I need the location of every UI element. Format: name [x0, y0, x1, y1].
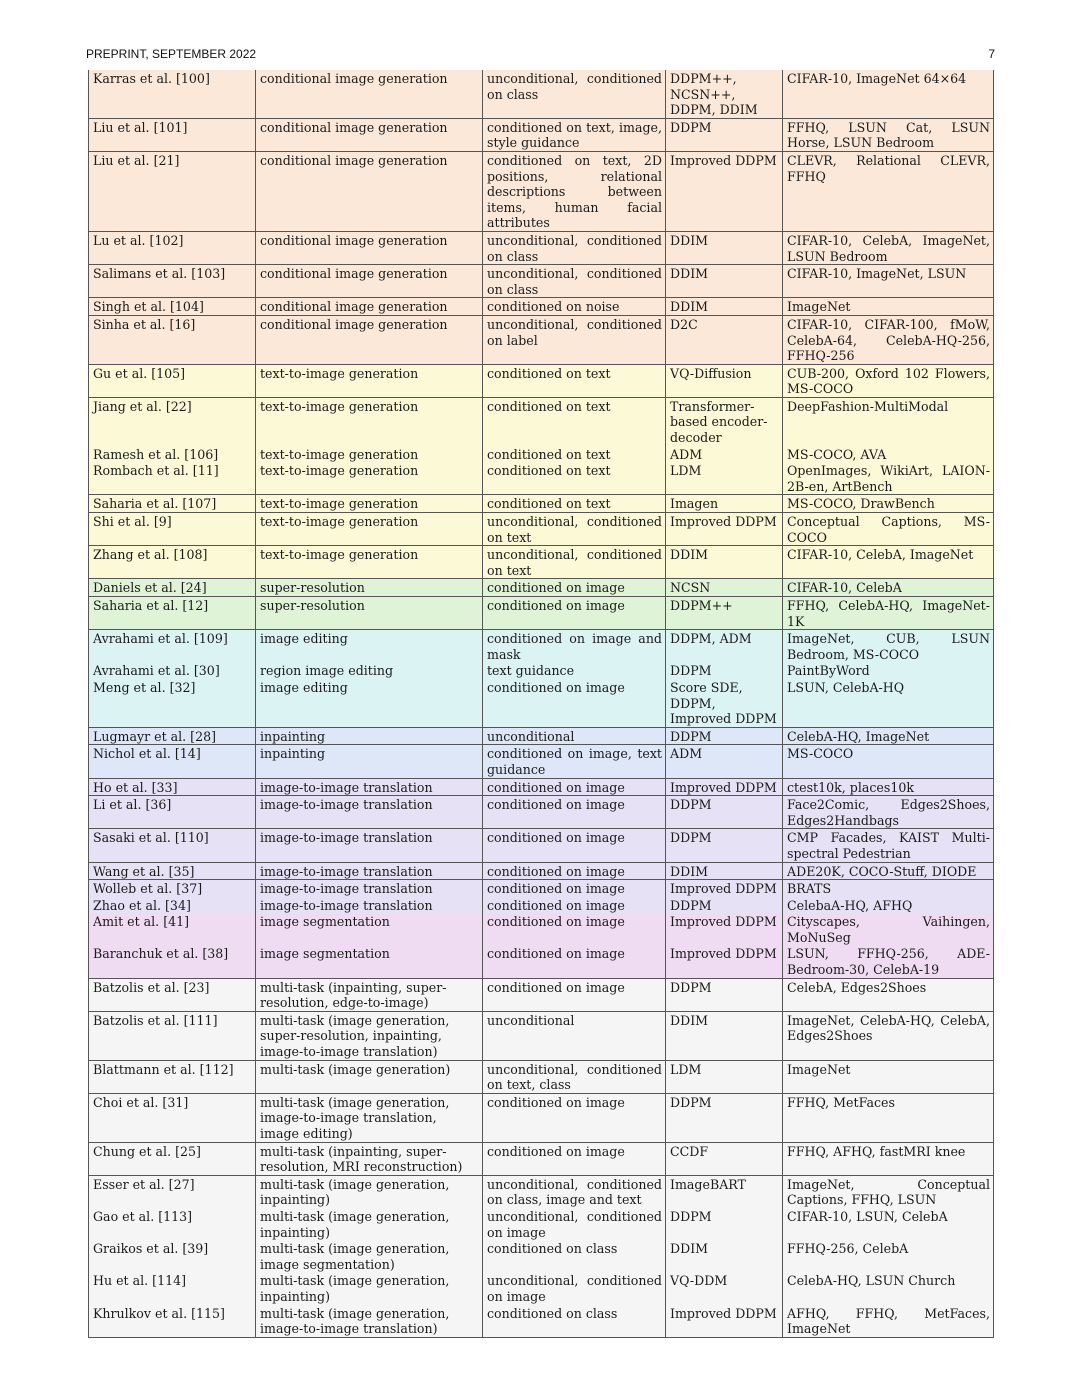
- task-cell: conditional image generation: [256, 298, 483, 316]
- model-cell: Imagen: [666, 495, 783, 513]
- model-cell: DDPM: [666, 978, 783, 1011]
- condition-cell: unconditional, conditioned on text, class: [483, 1060, 666, 1093]
- reference-cell: Zhang et al. [108]: [89, 546, 256, 579]
- datasets-cell: FFHQ-256, CelebA: [783, 1240, 994, 1272]
- model-cell: Improved DDPM: [666, 151, 783, 231]
- datasets-cell: PaintByWord: [783, 662, 994, 679]
- task-cell: multi-task (image generation, image-to-image translation): [256, 1305, 483, 1338]
- table-row: [89, 315, 994, 364]
- task-cell: text-to-image generation: [256, 495, 483, 513]
- condition-cell: unconditional, conditioned on label: [483, 315, 666, 364]
- table-row: [89, 397, 994, 445]
- datasets-cell: CIFAR-10, CelebA: [783, 579, 994, 597]
- reference-cell: Nichol et al. [14]: [89, 745, 256, 778]
- table-row: [89, 546, 994, 579]
- reference-cell: Esser et al. [27]: [89, 1175, 256, 1208]
- datasets-cell: CIFAR-10, CelebA, ImageNet, LSUN Bedroom: [783, 231, 994, 264]
- model-cell: DDIM: [666, 298, 783, 316]
- model-cell: D2C: [666, 315, 783, 364]
- reference-cell: Sasaki et al. [110]: [89, 829, 256, 862]
- table-row: [89, 778, 994, 796]
- reference-cell: Jiang et al. [22]: [89, 397, 256, 445]
- model-cell: DDPM: [666, 1208, 783, 1240]
- model-cell: DDPM: [666, 796, 783, 829]
- datasets-cell: CelebA-HQ, LSUN Church: [783, 1272, 994, 1304]
- task-cell: multi-task (image generation, image segmentation): [256, 1240, 483, 1272]
- table-row: [89, 978, 994, 1011]
- reference-cell: Zhao et al. [34]: [89, 897, 256, 914]
- datasets-cell: CIFAR-10, CIFAR-100, fMoW, CelebA-64, CelebA-HQ-256, FFHQ-256: [783, 315, 994, 364]
- reference-cell: Wolleb et al. [37]: [89, 880, 256, 897]
- table-row: [89, 796, 994, 829]
- reference-cell: Batzolis et al. [23]: [89, 978, 256, 1011]
- table-row: [89, 298, 994, 316]
- task-cell: conditional image generation: [256, 118, 483, 151]
- condition-cell: conditioned on image: [483, 579, 666, 597]
- table-row: [89, 945, 994, 978]
- reference-cell: Gao et al. [113]: [89, 1208, 256, 1240]
- task-cell: conditional image generation: [256, 151, 483, 231]
- condition-cell: conditioned on text: [483, 495, 666, 513]
- reference-cell: Baranchuk et al. [38]: [89, 945, 256, 978]
- condition-cell: conditioned on image: [483, 796, 666, 829]
- task-cell: image segmentation: [256, 945, 483, 978]
- datasets-cell: DeepFashion-MultiModal: [783, 397, 994, 445]
- datasets-cell: CLEVR, Relational CLEVR, FFHQ: [783, 151, 994, 231]
- datasets-cell: CUB-200, Oxford 102 Flowers, MS-COCO: [783, 364, 994, 397]
- model-cell: DDPM++, NCSN++, DDPM, DDIM: [666, 70, 783, 118]
- condition-cell: conditioned on image: [483, 862, 666, 880]
- condition-cell: conditioned on image: [483, 945, 666, 978]
- table-row: [89, 597, 994, 630]
- condition-cell: conditioned on class: [483, 1240, 666, 1272]
- model-cell: VQ-DDM: [666, 1272, 783, 1304]
- datasets-cell: CIFAR-10, LSUN, CelebA: [783, 1208, 994, 1240]
- condition-cell: conditioned on image: [483, 1142, 666, 1175]
- datasets-cell: Face2Comic, Edges2Shoes, Edges2Handbags: [783, 796, 994, 829]
- reference-cell: Wang et al. [35]: [89, 862, 256, 880]
- datasets-cell: CIFAR-10, ImageNet, LSUN: [783, 265, 994, 298]
- running-title: PREPRINT, SEPTEMBER 2022: [86, 47, 257, 61]
- datasets-cell: ImageNet, CelebA-HQ, CelebA, Edges2Shoes: [783, 1011, 994, 1060]
- task-cell: conditional image generation: [256, 265, 483, 298]
- datasets-cell: Conceptual Captions, MS-COCO: [783, 513, 994, 546]
- table-row: [89, 1093, 994, 1142]
- reference-cell: Lu et al. [102]: [89, 231, 256, 264]
- table-row: [89, 1011, 994, 1060]
- datasets-cell: CIFAR-10, CelebA, ImageNet: [783, 546, 994, 579]
- model-cell: LDM: [666, 462, 783, 495]
- datasets-cell: ImageNet: [783, 298, 994, 316]
- condition-cell: conditioned on image, text guidance: [483, 745, 666, 778]
- model-cell: DDIM: [666, 546, 783, 579]
- reference-cell: Lugmayr et al. [28]: [89, 727, 256, 745]
- reference-cell: Daniels et al. [24]: [89, 579, 256, 597]
- task-cell: region image editing: [256, 662, 483, 679]
- model-cell: Improved DDPM: [666, 513, 783, 546]
- model-cell: NCSN: [666, 579, 783, 597]
- task-cell: image-to-image translation: [256, 880, 483, 897]
- model-cell: Improved DDPM: [666, 880, 783, 897]
- condition-cell: conditioned on image: [483, 897, 666, 914]
- condition-cell: conditioned on text, image, style guidance: [483, 118, 666, 151]
- table-row: [89, 662, 994, 679]
- condition-cell: conditioned on noise: [483, 298, 666, 316]
- reference-cell: Khrulkov et al. [115]: [89, 1305, 256, 1338]
- condition-cell: unconditional, conditioned on class, image and text: [483, 1175, 666, 1208]
- datasets-cell: ctest10k, places10k: [783, 778, 994, 796]
- condition-cell: unconditional, conditioned on image: [483, 1208, 666, 1240]
- task-cell: multi-task (inpainting, super-resolution, edge-to-image): [256, 978, 483, 1011]
- task-cell: multi-task (image generation, inpainting): [256, 1272, 483, 1304]
- condition-cell: conditioned on text: [483, 364, 666, 397]
- condition-cell: conditioned on class: [483, 1305, 666, 1338]
- reference-cell: Gu et al. [105]: [89, 364, 256, 397]
- task-cell: super-resolution: [256, 597, 483, 630]
- table-row: [89, 897, 994, 914]
- condition-cell: conditioned on text: [483, 397, 666, 445]
- model-cell: DDPM: [666, 727, 783, 745]
- table-row: [89, 1272, 994, 1304]
- condition-cell: unconditional, conditioned on text: [483, 513, 666, 546]
- datasets-cell: Cityscapes, Vaihingen, MoNuSeg: [783, 913, 994, 945]
- model-cell: LDM: [666, 1060, 783, 1093]
- table-row: [89, 630, 994, 663]
- task-cell: multi-task (image generation, super-resolution, inpainting, image-to-image translation): [256, 1011, 483, 1060]
- datasets-cell: CelebaA-HQ, AFHQ: [783, 897, 994, 914]
- table-row: [89, 579, 994, 597]
- condition-cell: conditioned on text, 2D positions, relational descriptions between items, human facial attributes: [483, 151, 666, 231]
- task-cell: text-to-image generation: [256, 513, 483, 546]
- task-cell: image editing: [256, 630, 483, 663]
- datasets-cell: ImageNet, Conceptual Captions, FFHQ, LSUN: [783, 1175, 994, 1208]
- task-cell: image segmentation: [256, 913, 483, 945]
- methods-table: [88, 70, 994, 1338]
- condition-cell: text guidance: [483, 662, 666, 679]
- task-cell: image-to-image translation: [256, 897, 483, 914]
- reference-cell: Shi et al. [9]: [89, 513, 256, 546]
- model-cell: Score SDE, DDPM, Improved DDPM: [666, 679, 783, 727]
- model-cell: Improved DDPM: [666, 913, 783, 945]
- table-row: [89, 1240, 994, 1272]
- task-cell: multi-task (image generation, image-to-image translation, image editing): [256, 1093, 483, 1142]
- model-cell: DDPM, ADM: [666, 630, 783, 663]
- datasets-cell: FFHQ, CelebA-HQ, ImageNet-1K: [783, 597, 994, 630]
- table-row: [89, 70, 994, 118]
- datasets-cell: FFHQ, LSUN Cat, LSUN Horse, LSUN Bedroom: [783, 118, 994, 151]
- model-cell: DDIM: [666, 862, 783, 880]
- table-row: [89, 829, 994, 862]
- table-row: [89, 231, 994, 264]
- table-row: [89, 495, 994, 513]
- datasets-cell: CIFAR-10, ImageNet 64×64: [783, 70, 994, 118]
- table-row: [89, 265, 994, 298]
- reference-cell: Graikos et al. [39]: [89, 1240, 256, 1272]
- reference-cell: Rombach et al. [11]: [89, 462, 256, 495]
- model-cell: DDPM: [666, 1093, 783, 1142]
- task-cell: inpainting: [256, 727, 483, 745]
- reference-cell: Karras et al. [100]: [89, 70, 256, 118]
- condition-cell: conditioned on image: [483, 597, 666, 630]
- condition-cell: unconditional, conditioned on text: [483, 546, 666, 579]
- table-row: [89, 880, 994, 897]
- task-cell: conditional image generation: [256, 70, 483, 118]
- model-cell: DDPM: [666, 897, 783, 914]
- task-cell: super-resolution: [256, 579, 483, 597]
- model-cell: DDPM++: [666, 597, 783, 630]
- task-cell: text-to-image generation: [256, 546, 483, 579]
- condition-cell: unconditional, conditioned on class: [483, 265, 666, 298]
- task-cell: image-to-image translation: [256, 829, 483, 862]
- datasets-cell: FFHQ, MetFaces: [783, 1093, 994, 1142]
- table-row: [89, 1142, 994, 1175]
- condition-cell: conditioned on image: [483, 880, 666, 897]
- table-row: [89, 1175, 994, 1208]
- datasets-cell: CelebA-HQ, ImageNet: [783, 727, 994, 745]
- reference-cell: Avrahami et al. [30]: [89, 662, 256, 679]
- condition-cell: unconditional, conditioned on class: [483, 231, 666, 264]
- page-number: 7: [988, 47, 995, 61]
- table-row: [89, 446, 994, 463]
- table-row: [89, 1060, 994, 1093]
- table-row: [89, 118, 994, 151]
- model-cell: DDIM: [666, 231, 783, 264]
- task-cell: multi-task (image generation, inpainting): [256, 1208, 483, 1240]
- datasets-cell: BRATS: [783, 880, 994, 897]
- condition-cell: conditioned on image and mask: [483, 630, 666, 663]
- datasets-cell: MS-COCO, DrawBench: [783, 495, 994, 513]
- datasets-cell: FFHQ, AFHQ, fastMRI knee: [783, 1142, 994, 1175]
- task-cell: text-to-image generation: [256, 397, 483, 445]
- table-row: [89, 462, 994, 495]
- model-cell: Improved DDPM: [666, 778, 783, 796]
- condition-cell: conditioned on image: [483, 978, 666, 1011]
- model-cell: DDIM: [666, 1240, 783, 1272]
- datasets-cell: ADE20K, COCO-Stuff, DIODE: [783, 862, 994, 880]
- task-cell: conditional image generation: [256, 231, 483, 264]
- datasets-cell: OpenImages, WikiArt, LAION-2B-en, ArtBench: [783, 462, 994, 495]
- reference-cell: Saharia et al. [12]: [89, 597, 256, 630]
- condition-cell: conditioned on image: [483, 829, 666, 862]
- datasets-cell: MS-COCO, AVA: [783, 446, 994, 463]
- reference-cell: Chung et al. [25]: [89, 1142, 256, 1175]
- datasets-cell: AFHQ, FFHQ, MetFaces, ImageNet: [783, 1305, 994, 1338]
- model-cell: CCDF: [666, 1142, 783, 1175]
- table-row: [89, 745, 994, 778]
- table-row: [89, 364, 994, 397]
- model-cell: DDIM: [666, 265, 783, 298]
- datasets-cell: CMP Facades, KAIST Multi-spectral Pedestrian: [783, 829, 994, 862]
- condition-cell: conditioned on image: [483, 679, 666, 727]
- reference-cell: Ramesh et al. [106]: [89, 446, 256, 463]
- table-row: [89, 151, 994, 231]
- task-cell: conditional image generation: [256, 315, 483, 364]
- condition-cell: unconditional, conditioned on class: [483, 70, 666, 118]
- model-cell: DDIM: [666, 1011, 783, 1060]
- task-cell: text-to-image generation: [256, 446, 483, 463]
- page-header: [86, 47, 995, 65]
- reference-cell: Blattmann et al. [112]: [89, 1060, 256, 1093]
- reference-cell: Singh et al. [104]: [89, 298, 256, 316]
- reference-cell: Li et al. [36]: [89, 796, 256, 829]
- datasets-cell: ImageNet: [783, 1060, 994, 1093]
- datasets-cell: MS-COCO: [783, 745, 994, 778]
- reference-cell: Amit et al. [41]: [89, 913, 256, 945]
- condition-cell: unconditional: [483, 1011, 666, 1060]
- model-cell: DDPM: [666, 662, 783, 679]
- reference-cell: Salimans et al. [103]: [89, 265, 256, 298]
- reference-cell: Saharia et al. [107]: [89, 495, 256, 513]
- model-cell: DDPM: [666, 829, 783, 862]
- model-cell: Improved DDPM: [666, 945, 783, 978]
- table-row: [89, 727, 994, 745]
- task-cell: image-to-image translation: [256, 796, 483, 829]
- condition-cell: unconditional, conditioned on image: [483, 1272, 666, 1304]
- task-cell: image editing: [256, 679, 483, 727]
- condition-cell: conditioned on text: [483, 462, 666, 495]
- task-cell: image-to-image translation: [256, 862, 483, 880]
- task-cell: text-to-image generation: [256, 364, 483, 397]
- task-cell: inpainting: [256, 745, 483, 778]
- model-cell: ADM: [666, 446, 783, 463]
- table-row: [89, 513, 994, 546]
- condition-cell: unconditional: [483, 727, 666, 745]
- reference-cell: Avrahami et al. [109]: [89, 630, 256, 663]
- datasets-cell: ImageNet, CUB, LSUN Bedroom, MS-COCO: [783, 630, 994, 663]
- reference-cell: Batzolis et al. [111]: [89, 1011, 256, 1060]
- reference-cell: Meng et al. [32]: [89, 679, 256, 727]
- reference-cell: Sinha et al. [16]: [89, 315, 256, 364]
- reference-cell: Choi et al. [31]: [89, 1093, 256, 1142]
- table-row: [89, 1208, 994, 1240]
- table-row: [89, 913, 994, 945]
- model-cell: VQ-Diffusion: [666, 364, 783, 397]
- task-cell: multi-task (image generation): [256, 1060, 483, 1093]
- table-row: [89, 862, 994, 880]
- datasets-cell: LSUN, FFHQ-256, ADE-Bedroom-30, CelebA-19: [783, 945, 994, 978]
- condition-cell: conditioned on image: [483, 1093, 666, 1142]
- datasets-cell: CelebA, Edges2Shoes: [783, 978, 994, 1011]
- condition-cell: conditioned on image: [483, 913, 666, 945]
- task-cell: multi-task (inpainting, super-resolution, MRI reconstruction): [256, 1142, 483, 1175]
- table-row: [89, 1305, 994, 1338]
- condition-cell: conditioned on text: [483, 446, 666, 463]
- table-row: [89, 679, 994, 727]
- reference-cell: Hu et al. [114]: [89, 1272, 256, 1304]
- task-cell: multi-task (image generation, inpainting): [256, 1175, 483, 1208]
- reference-cell: Liu et al. [21]: [89, 151, 256, 231]
- task-cell: image-to-image translation: [256, 778, 483, 796]
- table-body: [89, 70, 994, 1337]
- condition-cell: conditioned on image: [483, 778, 666, 796]
- model-cell: ADM: [666, 745, 783, 778]
- model-cell: ImageBART: [666, 1175, 783, 1208]
- task-cell: text-to-image generation: [256, 462, 483, 495]
- model-cell: Transformer-based encoder-decoder: [666, 397, 783, 445]
- datasets-cell: LSUN, CelebA-HQ: [783, 679, 994, 727]
- reference-cell: Liu et al. [101]: [89, 118, 256, 151]
- model-cell: Improved DDPM: [666, 1305, 783, 1338]
- reference-cell: Ho et al. [33]: [89, 778, 256, 796]
- model-cell: DDPM: [666, 118, 783, 151]
